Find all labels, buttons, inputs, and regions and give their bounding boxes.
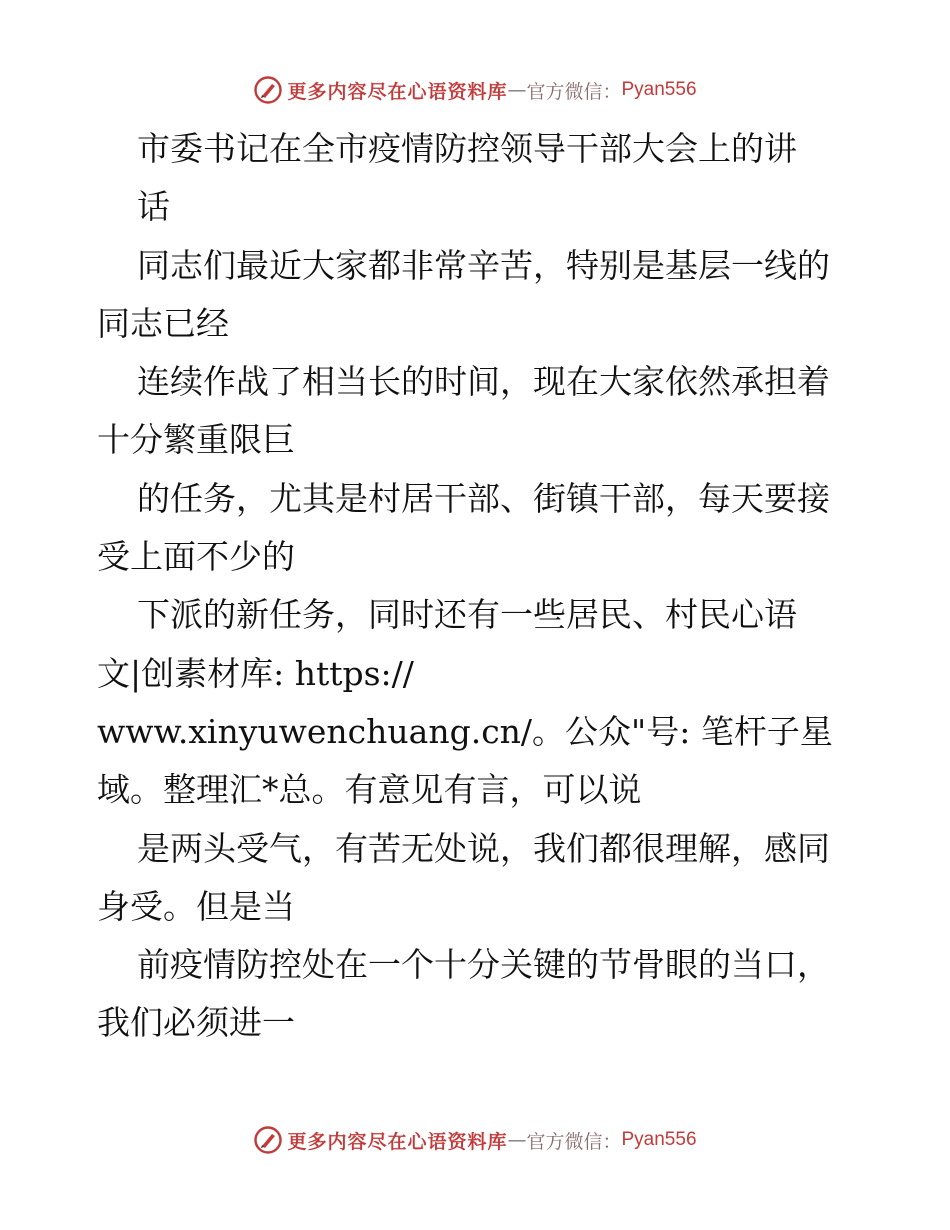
banner-wechat-label: 官方微信：	[526, 1130, 622, 1153]
paragraph-line: 受上面不少的	[97, 537, 295, 577]
banner-dash: —	[507, 79, 527, 101]
banner-brand: 更多内容尽在心语资料库	[287, 80, 508, 103]
paragraph-line: 同志们最近大家都非常辛苦，特别是基层一线的	[137, 245, 830, 285]
paragraph-line: www.xinyuwenchuang.cn/。公众"号: 笔杆子星	[97, 711, 833, 751]
paragraph-line: 连续作战了相当长的时间，现在大家依然承担着	[137, 362, 830, 402]
footer-banner	[0, 1122, 950, 1158]
title-line-2: 话	[137, 187, 170, 227]
banner-dash: —	[507, 1129, 527, 1151]
banner-wechat-id: Pyan556	[621, 1129, 697, 1150]
banner-wechat-id: Pyan556	[621, 79, 697, 100]
paragraph-line: 同志已经	[97, 303, 229, 343]
brush-logo-icon	[253, 1125, 283, 1155]
brush-logo-icon	[253, 75, 283, 105]
document-body	[97, 120, 857, 1053]
paragraph-line: 身受。但是当	[97, 886, 295, 926]
banner-brand: 更多内容尽在心语资料库	[287, 1130, 508, 1153]
paragraph-line: 的任务，尤其是村居干部、街镇干部，每天要接	[137, 478, 830, 518]
paragraph-line: 是两头受气，有苦无处说，我们都很理解，感同	[137, 828, 830, 868]
paragraph-line: 域。整理汇*总。有意见有言，可以说	[97, 770, 642, 810]
header-banner	[0, 72, 950, 108]
banner-wechat-label: 官方微信：	[526, 80, 622, 103]
paragraph-line: 下派的新任务，同时还有一些居民、村民心语	[137, 595, 797, 635]
paragraph-line: 文|创素材库: https://	[97, 653, 414, 693]
paragraph-line: 前疫情防控处在一个十分关键的节骨眼的当口，	[137, 945, 830, 985]
paragraph-line: 十分繁重限巨	[97, 420, 295, 460]
title-line-1: 市委书记在全市疫情防控领导干部大会上的讲	[137, 129, 797, 168]
paragraph-line: 我们必须进一	[97, 1003, 295, 1043]
